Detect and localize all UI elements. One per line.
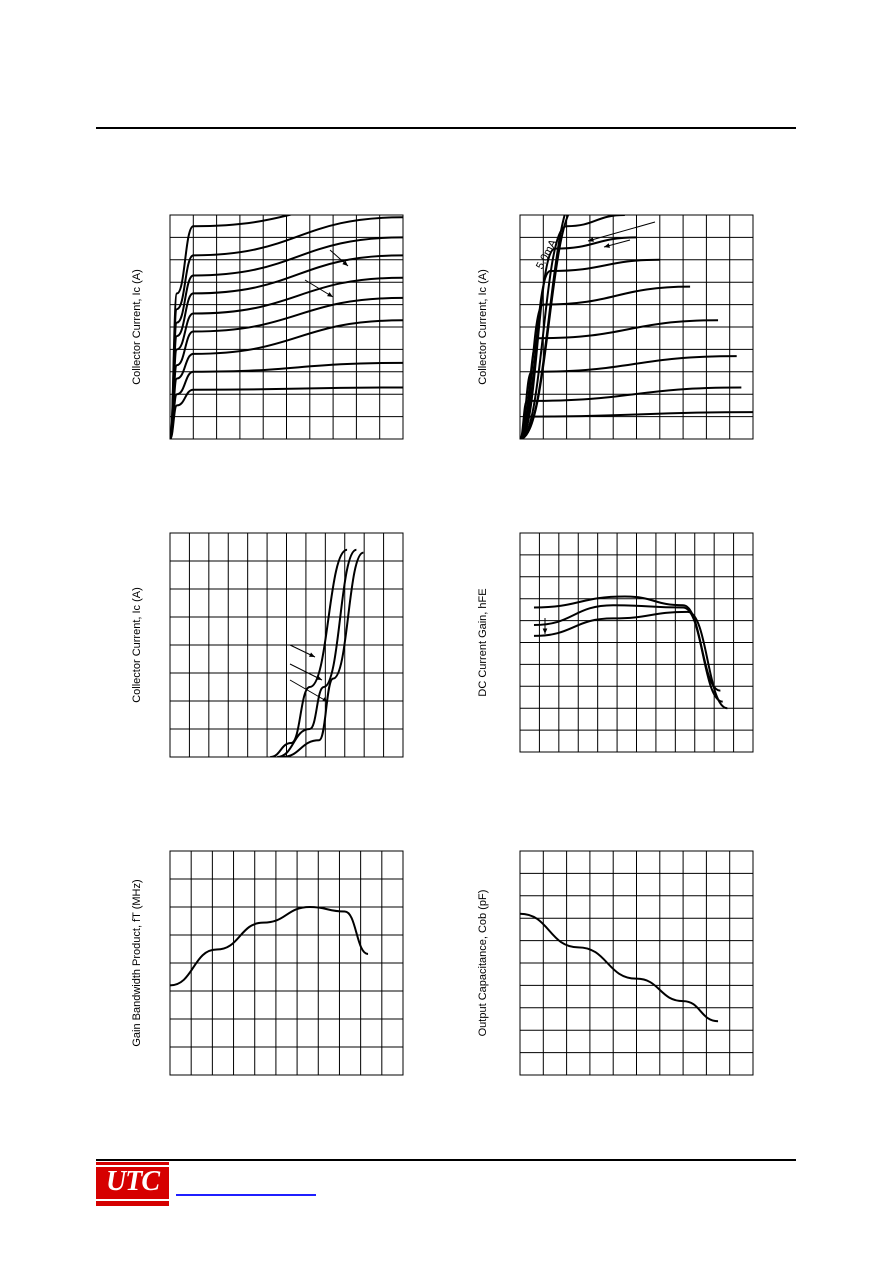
chart-6 — [477, 851, 753, 1075]
chart-grid — [520, 533, 753, 752]
chart-4 — [477, 533, 753, 752]
chart-1 — [131, 199, 403, 439]
arrow-7 — [290, 680, 328, 702]
utc-logo — [96, 1162, 169, 1206]
chart-2 — [477, 181, 753, 439]
series-curve-1 — [170, 907, 368, 985]
series-curve-4 — [520, 320, 718, 439]
arrow-8-head — [543, 628, 548, 634]
y-axis-label: Collector Current, Ic (A) — [131, 587, 143, 703]
annotation-label: 5.0mA — [534, 237, 560, 272]
series-curve-1 — [520, 914, 718, 1022]
series-curve-3 — [520, 356, 737, 439]
arrow-3-head — [588, 237, 594, 241]
chart-5 — [131, 851, 403, 1075]
chart-grid — [170, 851, 403, 1075]
y-axis-label: DC Current Gain, hFE — [477, 588, 489, 697]
chart-grid — [170, 215, 403, 439]
chart-3 — [131, 533, 403, 757]
y-axis-label: Collector Current, Ic (A) — [131, 269, 143, 385]
website-link[interactable] — [176, 1194, 316, 1196]
y-axis-label: Output Capacitance, Cob (pF) — [477, 889, 489, 1037]
y-axis-label: Collector Current, Ic (A) — [477, 269, 489, 385]
series-curve-3 — [534, 612, 727, 708]
arrow-2-head — [327, 292, 333, 297]
chart-grid — [170, 533, 403, 757]
chart-grid — [520, 851, 753, 1075]
series-curve-1 — [534, 597, 720, 691]
y-axis-label: Gain Bandwidth Product, fT (MHz) — [131, 879, 143, 1047]
logo-text: UTC — [106, 1166, 159, 1197]
